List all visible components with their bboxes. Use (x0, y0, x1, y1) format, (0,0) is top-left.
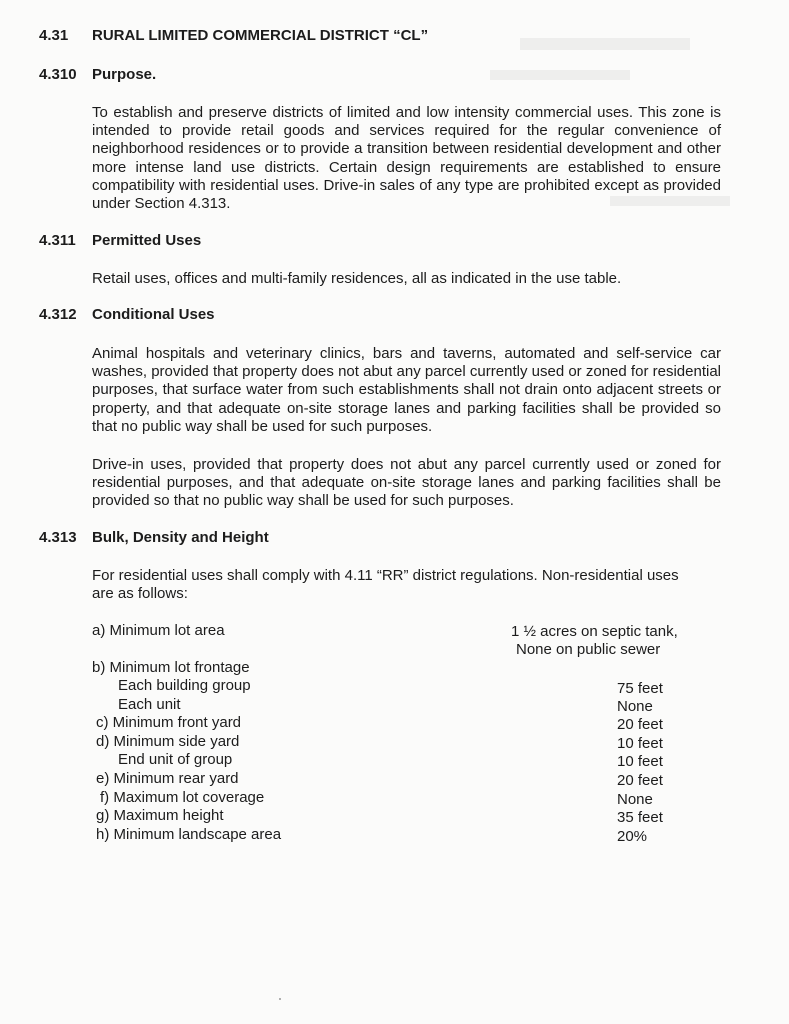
bleed-through-mark (520, 38, 690, 50)
requirement-label: g) Maximum height (96, 807, 224, 824)
requirement-label: End unit of group (118, 751, 233, 768)
section-number: 4.313 (39, 529, 77, 546)
requirement-value: None (617, 791, 653, 808)
purpose-paragraph: To establish and preserve districts of limited and low intensity commercial uses. This zone is intended to provide retail goods and services required for the regular convenience of neighborhood residences or to provide a transition between residential development and other more intense land use districts. Certain design requirements are established to ensure compatibility with residential uses. Drive-in sales of any type are prohibited except as provided under Section 4.313. (92, 104, 721, 213)
section-title: RURAL LIMITED COMMERCIAL DISTRICT “CL” (92, 27, 429, 44)
bulk-intro-paragraph: For residential uses shall comply with 4.11 “RR” district regulations. Non-residential uses are as follows: (92, 567, 679, 603)
requirement-label: e) Minimum rear yard (96, 770, 239, 787)
section-number: 4.311 (39, 232, 76, 249)
section-heading: Conditional Uses (92, 306, 215, 323)
requirement-label: d) Minimum side yard (96, 733, 240, 750)
requirement-label: b) Minimum lot frontage (92, 659, 250, 676)
requirement-value: 35 feet (617, 809, 663, 826)
requirement-value: None on public sewer (516, 641, 661, 658)
requirement-value: None (617, 698, 653, 715)
requirement-value: 20 feet (617, 716, 663, 733)
section-heading: Permitted Uses (92, 232, 202, 249)
requirement-value: 1 ½ acres on septic tank, (511, 623, 678, 640)
requirement-label: Each unit (118, 696, 181, 713)
section-number: 4.310 (39, 66, 77, 83)
scan-speck (279, 998, 281, 1000)
permitted-uses-paragraph: Retail uses, offices and multi-family residences, all as indicated in the use table. (92, 270, 622, 287)
requirement-label: h) Minimum landscape area (96, 826, 282, 843)
requirement-label: f) Maximum lot coverage (100, 789, 265, 806)
requirement-label: Each building group (118, 677, 251, 694)
requirement-value: 20 feet (617, 772, 663, 789)
section-number: 4.31 (39, 27, 69, 44)
bleed-through-mark (490, 70, 630, 80)
requirement-value: 10 feet (617, 753, 663, 770)
section-number: 4.312 (39, 306, 77, 323)
requirement-value: 75 feet (617, 680, 663, 697)
drive-in-uses-paragraph: Drive-in uses, provided that property does not abut any parcel currently used or zoned for residential purposes, and that adequate on-site storage lanes and parking facilities shall be provided so that no public way shall be used for such purposes. (92, 456, 721, 510)
section-heading: Bulk, Density and Height (92, 529, 269, 546)
requirement-label: c) Minimum front yard (96, 714, 242, 731)
requirement-value: 10 feet (617, 735, 663, 752)
requirement-value: 20% (617, 828, 648, 845)
section-heading: Purpose. (92, 66, 157, 83)
conditional-uses-paragraph: Animal hospitals and veterinary clinics, bars and taverns, automated and self-service car washes, provided that property does not abut any parcel currently used or zoned for residential purposes, that surface water from such establishments shall not drain onto adjacent streets or property, and that adequate on-site storage lanes and parking facilities shall be provided so that no public way shall be used for such purposes. (92, 345, 721, 435)
requirement-label: a) Minimum lot area (92, 622, 225, 639)
